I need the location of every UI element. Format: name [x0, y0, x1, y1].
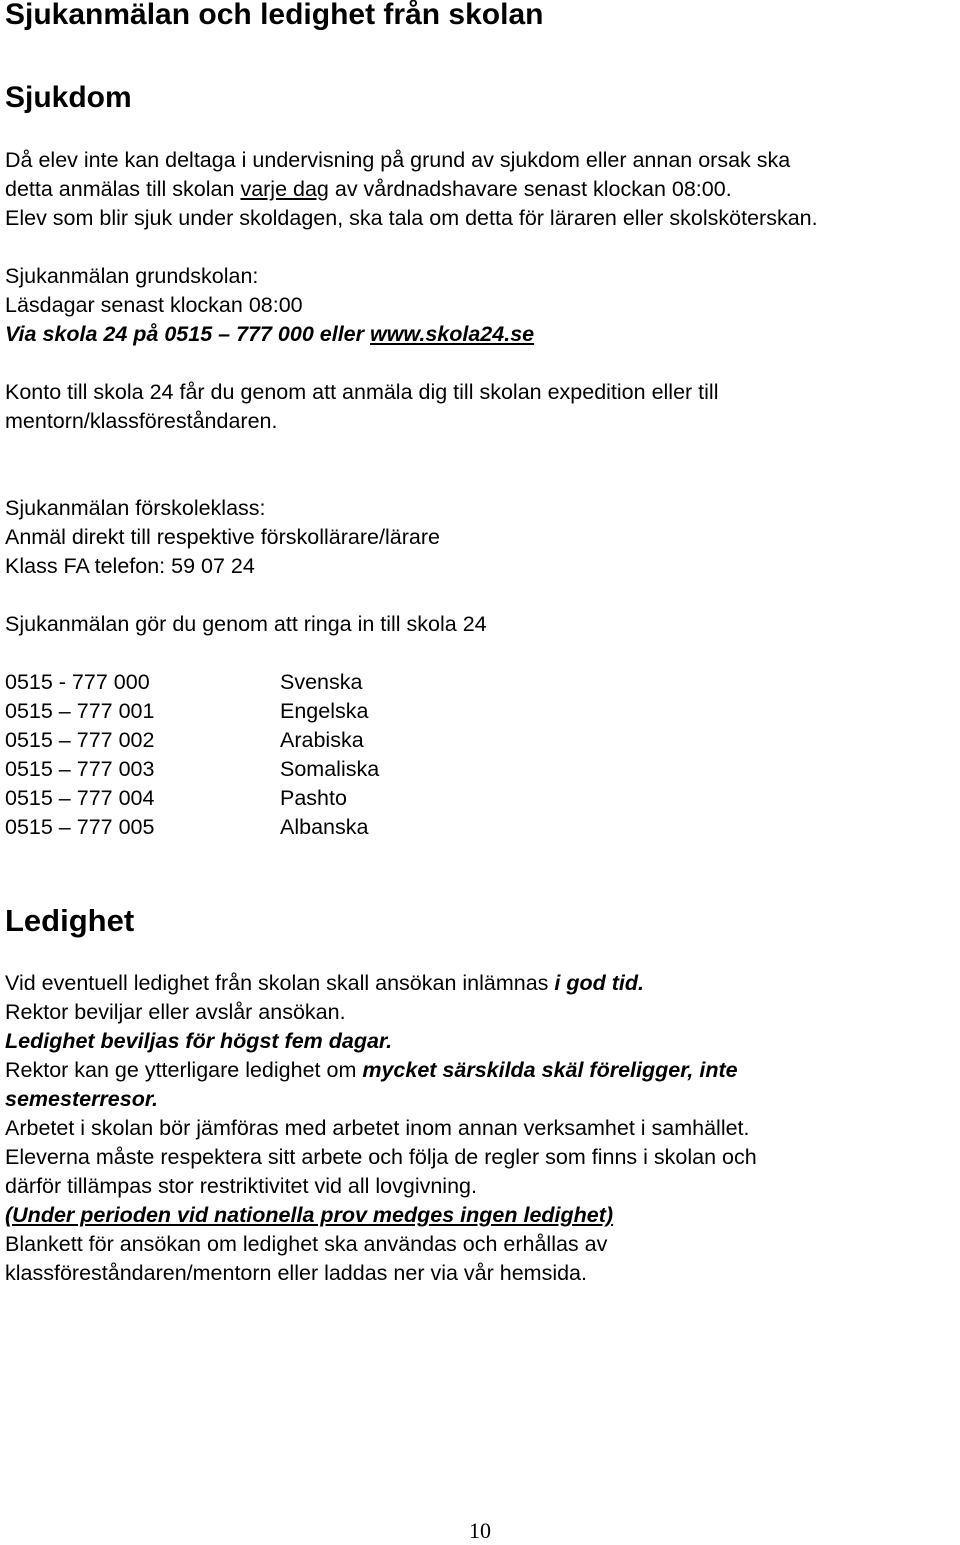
- text-span: Via skola 24 på 0515 – 777 000 eller: [5, 322, 370, 346]
- paragraph-line: Konto till skola 24 får du genom att anmäla dig till skolan expedition eller till: [5, 380, 719, 404]
- grundskolan-label: Sjukanmälan grundskolan:: [5, 264, 259, 288]
- paragraph-line: därför tillämpas stor restriktivitet vid all lovgivning.: [5, 1174, 477, 1198]
- phone-number: 0515 – 777 001: [5, 699, 155, 723]
- forskoleklass-direct: Anmäl direkt till respektive förskollärare/lärare: [5, 525, 440, 549]
- text-span: av vårdnadshavare senast klockan 08:00.: [328, 177, 732, 201]
- paragraph-line: Eleverna måste respektera sitt arbete och följa de regler som finns i skolan och: [5, 1145, 757, 1169]
- phone-language: Somaliska: [280, 757, 380, 781]
- phone-language: Arabiska: [280, 728, 364, 752]
- paragraph-line: mentorn/klassföreståndaren.: [5, 409, 278, 433]
- emphasis-varje-dag: varje dag: [240, 177, 329, 201]
- paragraph-line: Arbetet i skolan bör jämföras med arbetet inom annan verksamhet i samhället.: [5, 1116, 750, 1140]
- paragraph-line: Då elev inte kan deltaga i undervisning på grund av sjukdom eller annan orsak ska: [5, 148, 791, 172]
- paragraph-line: Elev som blir sjuk under skoldagen, ska tala om detta för läraren eller skolsköterskan.: [5, 206, 818, 230]
- emphasis-i-god-tid: i god tid.: [554, 971, 644, 995]
- phone-language: Pashto: [280, 786, 347, 810]
- text-span: Vid eventuell ledighet från skolan skall ansökan inlämnas: [5, 971, 555, 995]
- phone-language: Engelska: [280, 699, 369, 723]
- section-heading-ledighet: Ledighet: [5, 903, 135, 938]
- section-heading-sjukdom: Sjukdom: [5, 81, 132, 114]
- paragraph-line: [5, 969, 644, 998]
- phone-language: Svenska: [280, 670, 363, 694]
- paragraph-line: klassföreståndaren/mentorn eller laddas ner via vår hemsida.: [5, 1261, 587, 1285]
- paragraph-line: (Under perioden vid nationella prov medges ingen ledighet): [5, 1203, 614, 1227]
- phone-number: 0515 – 777 003: [5, 757, 155, 781]
- phone-number: 0515 - 777 000: [5, 670, 150, 694]
- text-span: Rektor kan ge ytterligare ledighet om: [5, 1058, 363, 1082]
- emphasis-sarskilda-skal: mycket särskilda skäl föreligger, inte: [362, 1058, 738, 1082]
- phone-language: Albanska: [280, 815, 369, 839]
- ring-instruction: Sjukanmälan gör du genom att ringa in till skola 24: [5, 612, 487, 636]
- phone-number: 0515 – 777 004: [5, 786, 155, 810]
- paragraph-line: [5, 175, 732, 204]
- paragraph-line: Blankett för ansökan om ledighet ska användas och erhållas av: [5, 1232, 608, 1256]
- paragraph-line: semesterresor.: [5, 1087, 158, 1111]
- forskoleklass-phone: Klass FA telefon: 59 07 24: [5, 554, 255, 578]
- page-title: Sjukanmälan och ledighet från skolan: [5, 0, 544, 31]
- paragraph-line: Rektor beviljar eller avslår ansökan.: [5, 1000, 346, 1024]
- paragraph-line: Ledighet beviljas för högst fem dagar.: [5, 1029, 393, 1053]
- page-number: 10: [469, 1518, 491, 1543]
- phone-number: 0515 – 777 002: [5, 728, 155, 752]
- grundskolan-days: Läsdagar senast klockan 08:00: [5, 293, 303, 317]
- skola24-contact-line: [5, 320, 534, 349]
- paragraph-line: [5, 1056, 738, 1085]
- forskoleklass-label: Sjukanmälan förskoleklass:: [5, 496, 266, 520]
- phone-number: 0515 – 777 005: [5, 815, 155, 839]
- skola24-link[interactable]: www.skola24.se: [369, 322, 535, 346]
- text-span: detta anmälas till skolan: [5, 177, 241, 201]
